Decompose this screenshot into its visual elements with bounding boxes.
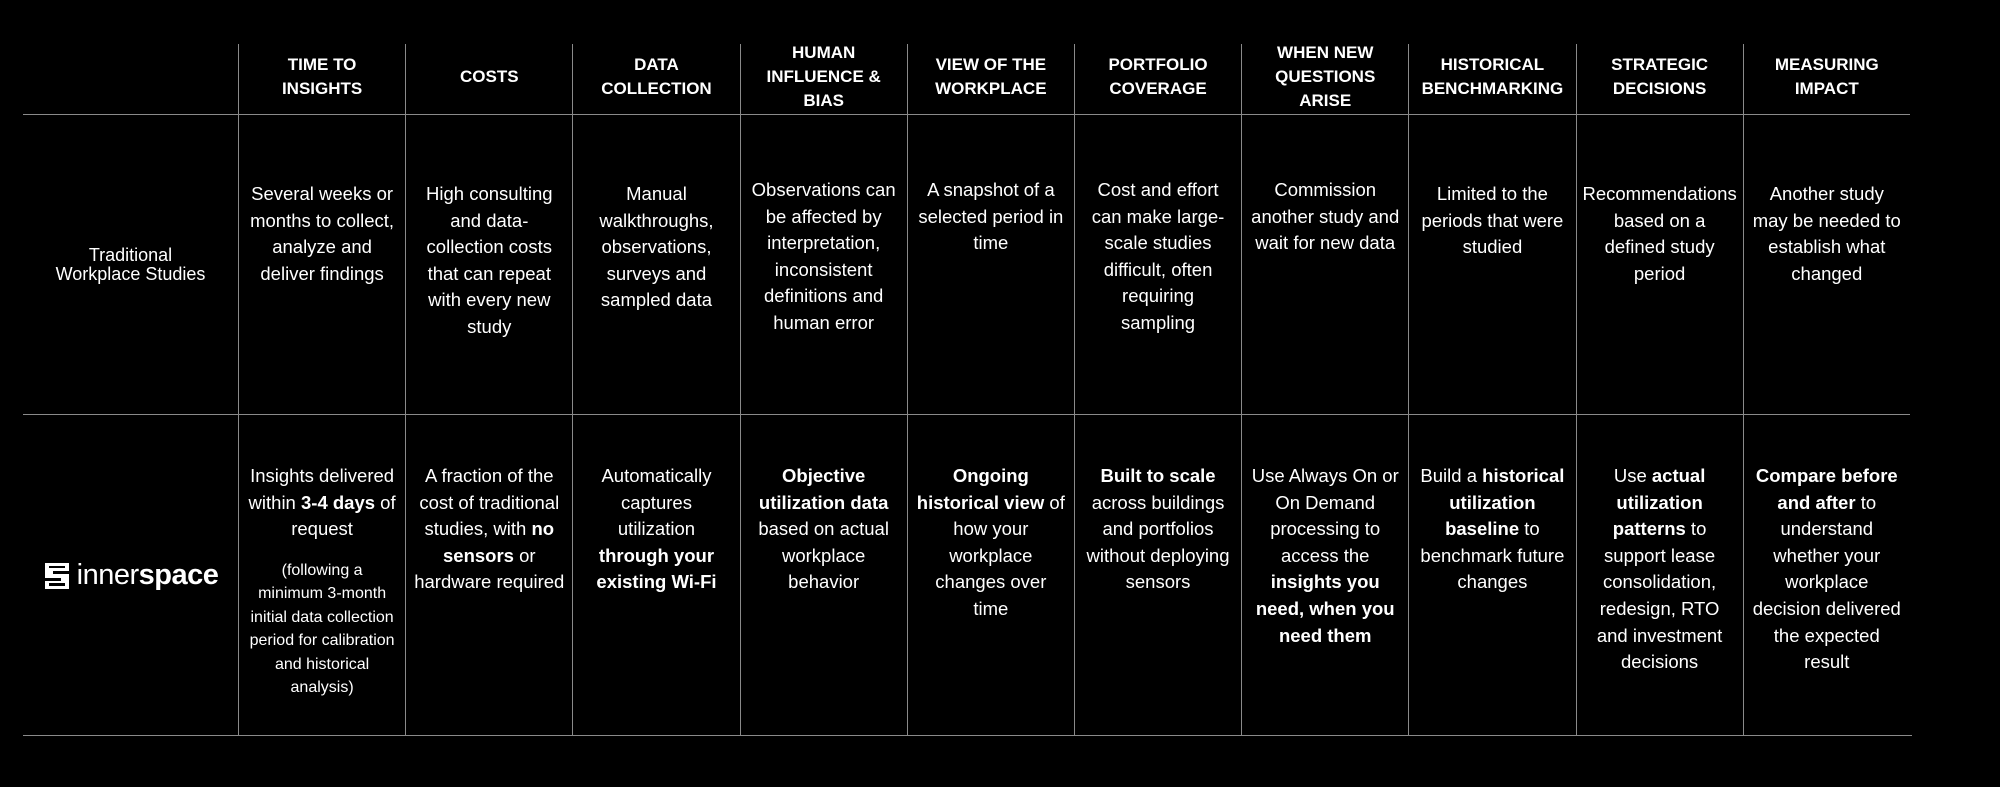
corner-cell: [23, 44, 238, 114]
column-header: COSTS: [405, 44, 572, 114]
logo-text-space: space: [138, 559, 219, 591]
row-label-traditional: [23, 114, 238, 414]
cell-text: of request: [291, 491, 396, 540]
table-bottom-rule: [23, 735, 1912, 736]
innerspace-cell: [1576, 414, 1743, 736]
innerspace-cell: [740, 414, 907, 736]
traditional-cell: Manual walkthroughs, observations, surveys and sampled data: [572, 114, 739, 414]
cell-text: of how your workplace changes over time: [935, 491, 1065, 619]
cell-bold-text: no sensors: [443, 518, 555, 566]
innerspace-logo-icon: [43, 561, 71, 591]
cell-text: or hardware required: [414, 544, 565, 593]
cell-bold-text: through your existing Wi-Fi: [596, 544, 717, 593]
cell-text: A fraction of the cost of traditional studies, with: [419, 465, 560, 540]
traditional-cell: Observations can be affected by interpretation, inconsistent definitions and human error: [740, 114, 907, 414]
column-header: TIME TO INSIGHTS: [238, 44, 405, 114]
cell-bold-text: Objective utilization data: [758, 465, 889, 513]
column-header: MEASURING IMPACT: [1743, 44, 1910, 114]
cell-text: Build a: [1420, 465, 1483, 486]
traditional-label: Traditional Workplace Studies: [55, 244, 206, 284]
cell-bold-text: historical utilization baseline: [1445, 465, 1565, 540]
innerspace-cell: [907, 414, 1074, 736]
innerspace-logo: [43, 561, 219, 591]
column-header: WHEN NEW QUESTIONS ARISE: [1241, 44, 1408, 114]
innerspace-cell: [405, 414, 572, 736]
cell-note: (following a minimum 3-month initial data collection period for calibration and historical analysis): [249, 561, 395, 697]
innerspace-cell: [1743, 414, 1910, 736]
logo-text-inner: inner: [76, 559, 139, 591]
cell-text: Use Always On or On Demand processing to access the: [1251, 465, 1399, 566]
traditional-cell: High consulting and data-collection costs that can repeat with every new study: [405, 114, 572, 414]
innerspace-cell: [1408, 414, 1575, 736]
cell-text: to benchmark future changes: [1420, 518, 1565, 593]
column-header: HUMAN INFLUENCE & BIAS: [740, 44, 907, 114]
cell-text: Insights delivered within: [248, 465, 395, 513]
column-header: HISTORICAL BENCHMARKING: [1408, 44, 1575, 114]
cell-bold-text: 3-4 days: [301, 491, 376, 513]
cell-text: Use: [1613, 465, 1652, 486]
traditional-cell: Commission another study and wait for new data: [1241, 114, 1408, 414]
comparison-table: [23, 44, 1910, 736]
cell-bold-text: actual utilization patterns: [1612, 465, 1706, 540]
column-header: DATA COLLECTION: [572, 44, 739, 114]
column-header: STRATEGIC DECISIONS: [1576, 44, 1743, 114]
cell-bold-text: Built to scale: [1100, 465, 1216, 486]
row-label-innerspace: [23, 414, 238, 736]
cell-text: to understand whether your workplace decision delivered the expected result: [1752, 491, 1901, 673]
innerspace-cell: [572, 414, 739, 736]
cell-text: across buildings and portfolios without deploying sensors: [1086, 491, 1230, 593]
traditional-cell: A snapshot of a selected period in time: [907, 114, 1074, 414]
cell-text: to support lease consolidation, redesign, RTO and investment decisions: [1596, 518, 1723, 673]
cell-text: Automatically captures utilization: [601, 465, 712, 540]
traditional-cell: Another study may be needed to establish what changed: [1743, 114, 1910, 414]
cell-bold-text: Compare before and after: [1755, 465, 1898, 513]
cell-bold-text: insights you need, when you need them: [1255, 571, 1395, 646]
innerspace-cell: [1241, 414, 1408, 736]
cell-text: based on actual workplace behavior: [758, 518, 889, 593]
innerspace-cell: [238, 414, 405, 736]
column-header: VIEW OF THE WORKPLACE: [907, 44, 1074, 114]
cell-bold-text: Ongoing historical view: [916, 465, 1045, 513]
innerspace-cell: [1074, 414, 1241, 736]
traditional-cell: Several weeks or months to collect, analyze and deliver findings: [238, 114, 405, 414]
traditional-cell: Limited to the periods that were studied: [1408, 114, 1575, 414]
traditional-cell: Recommendations based on a defined study period: [1576, 114, 1743, 414]
traditional-cell: Cost and effort can make large-scale studies difficult, often requiring sampling: [1074, 114, 1241, 414]
column-header: PORTFOLIO COVERAGE: [1074, 44, 1241, 114]
